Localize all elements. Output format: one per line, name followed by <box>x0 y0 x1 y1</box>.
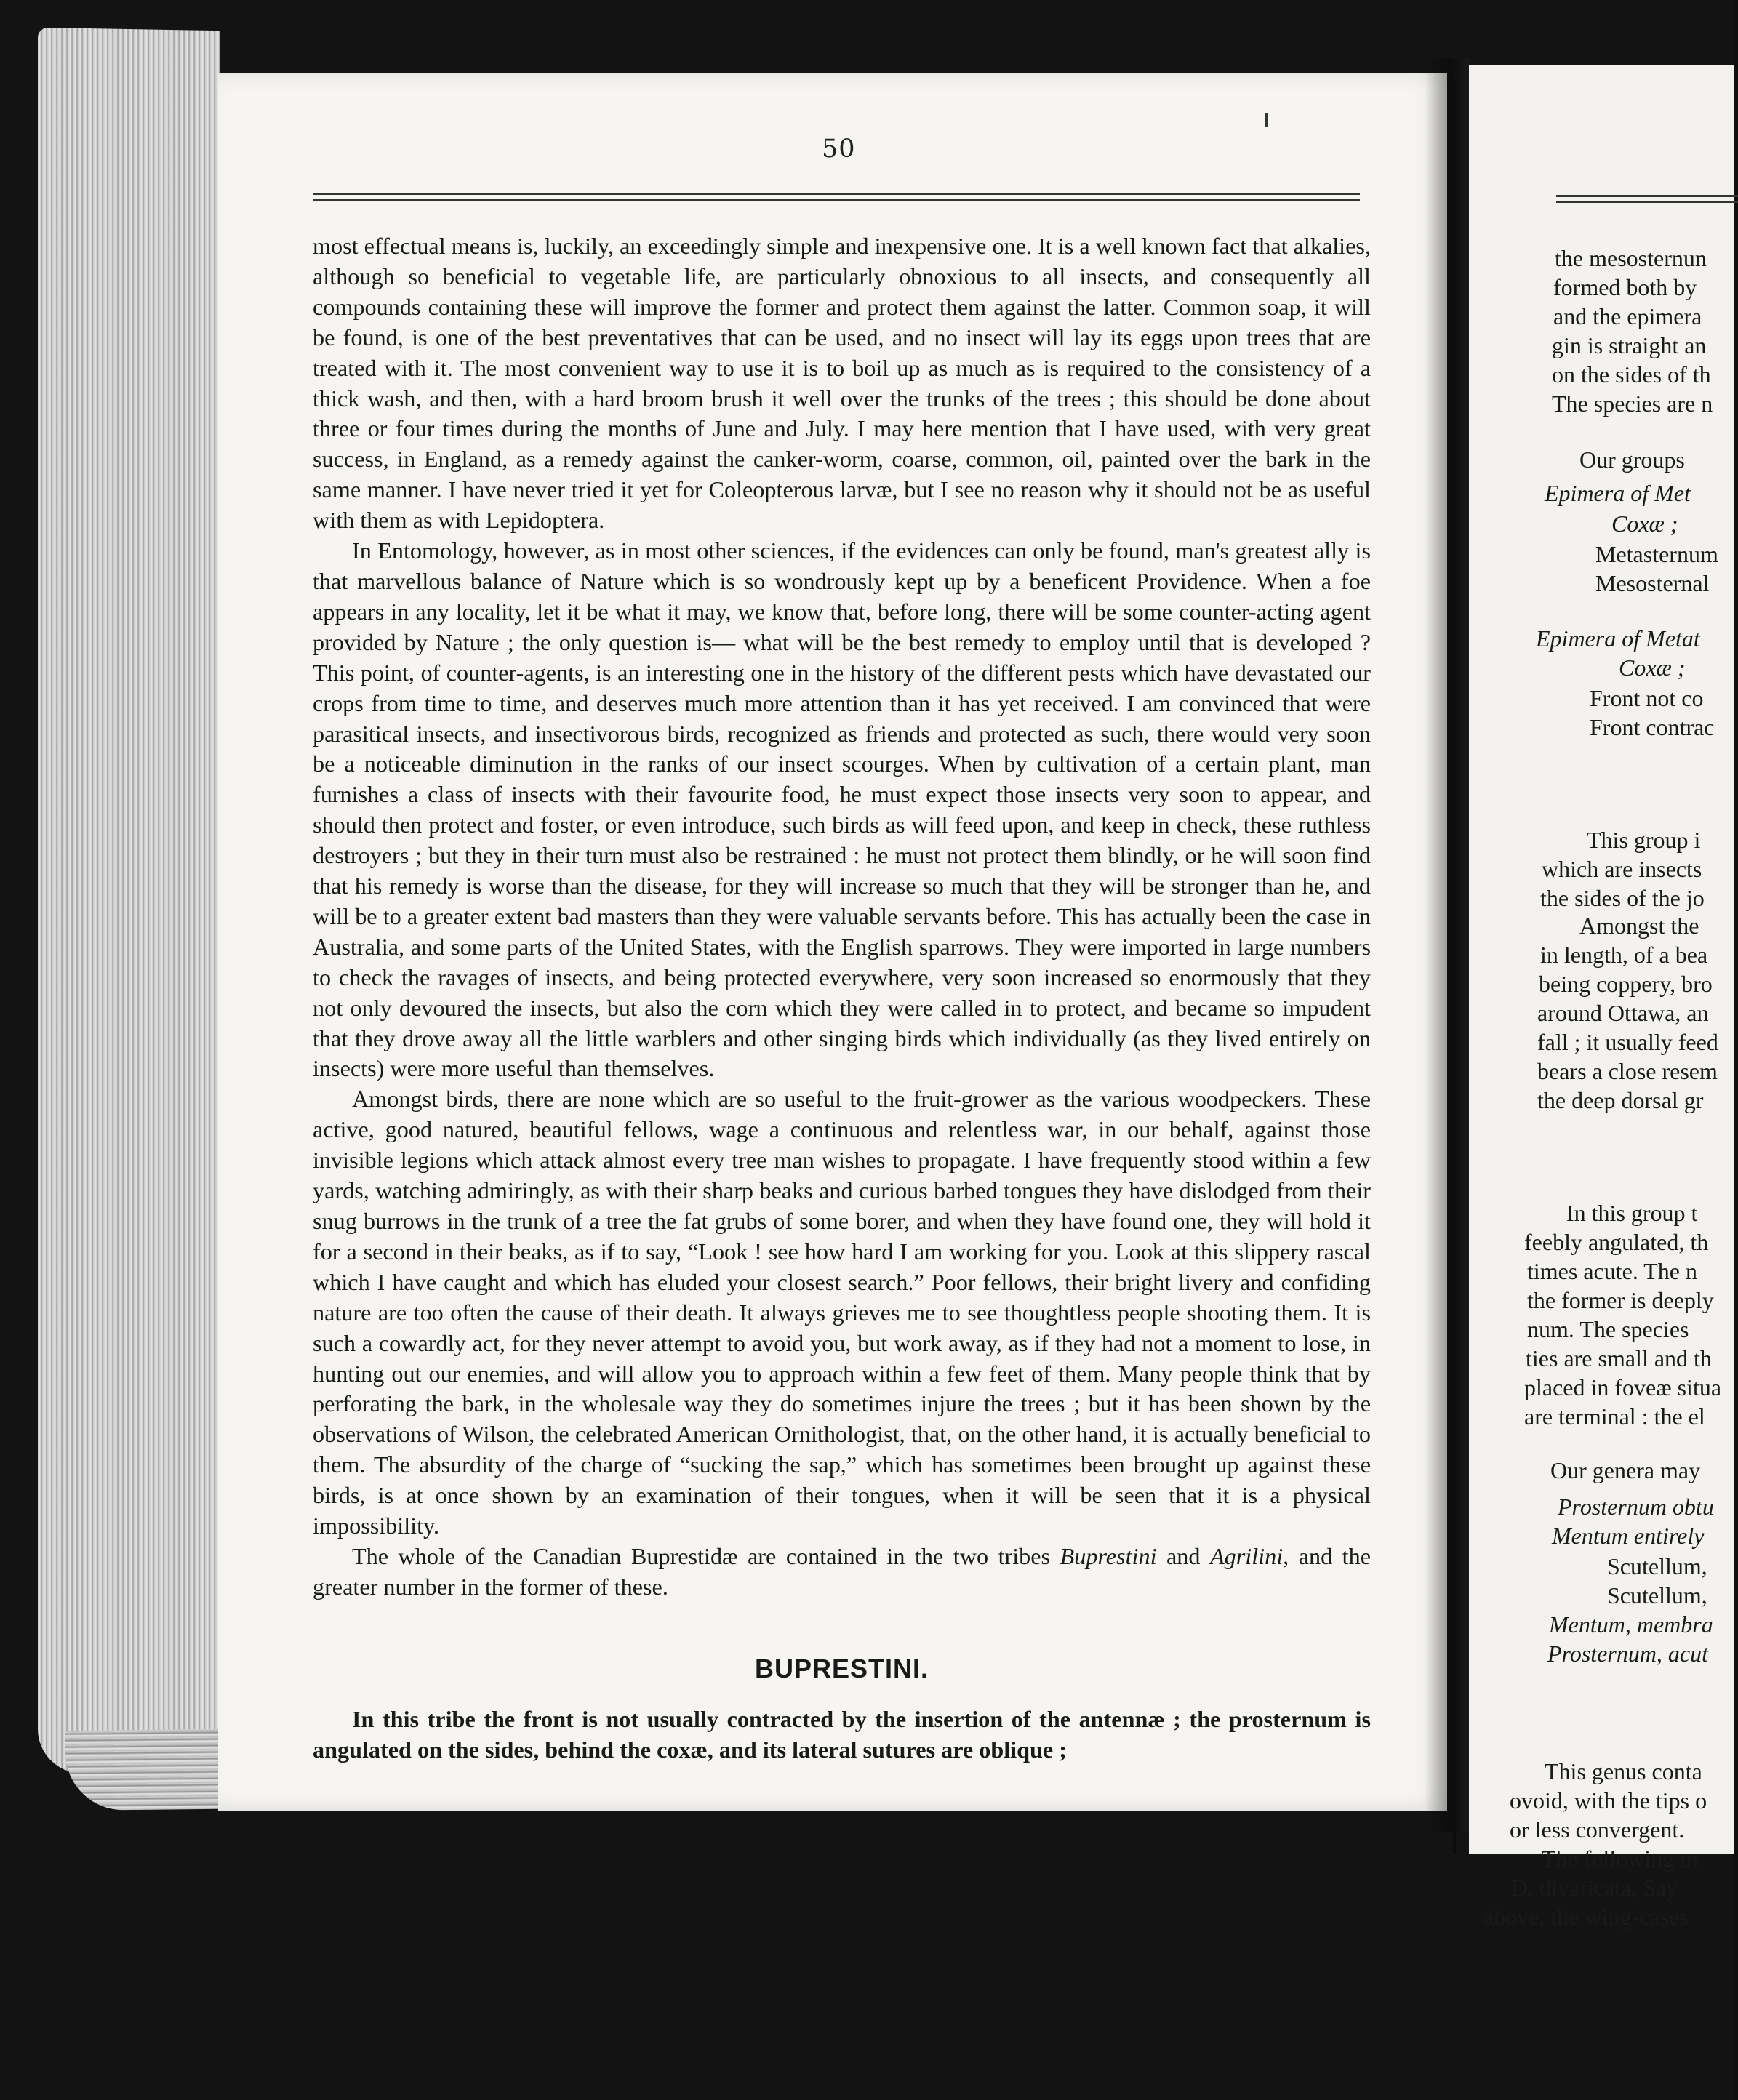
right-page-line: ties are small and th <box>1526 1345 1712 1371</box>
right-page-line: Amongst the <box>1579 913 1699 939</box>
body-text <box>313 231 1371 1766</box>
right-page-line: times acute. The n <box>1527 1258 1697 1284</box>
p4-text-a: The whole of the Canadian Buprestidæ are contained in the two tribes <box>352 1542 1060 1569</box>
p4-text-c: , and the greater number in the former of these. <box>313 1542 1371 1600</box>
gutter-shadow <box>1425 58 1469 1832</box>
right-page-line: Epimera of Metat <box>1536 625 1700 652</box>
margin-tick <box>1265 113 1268 127</box>
right-page-line: D. divaricata, Say <box>1511 1875 1678 1901</box>
p4-text-b: and <box>1156 1542 1210 1569</box>
paragraph-3: Amongst birds, there are none which are so useful to the fruit-grower as the various woodpeckers. These active, good natured, beautiful fellows, wage a continuous and relentless war, in our behalf, against those invisible legions which attack almost every tree man wishes to propagate. I have frequently stood within a few yards, watching admiringly, as with their sharp beaks and curious barbed tongues they have dislodged from their snug burrows in the trunk of a tree the fat grubs of some borer, and when they have found one, they will hold it for a second in their beaks, as if to say, “Look ! see how hard I am working for you. Look at this slippery rascal which I have caught and which has eluded your closest search.” Poor fellows, their bright livery and confiding nature are too often the cause of their death. It always grieves me to see thoughtless people shooting them. It is such a cowardly act, for they never attempt to avoid you, but work away, as if they had not a moment to lose, in hunting out our enemies, and will allow you to approach within a few feet of them. Many people think that by perforating the bark, in the wholesale way they do sometimes injure the trees ; but it has been shown by the observations of Wilson, the celebrated American Ornithologist, that, on the other hand, it is actually beneficial to them. The absurdity of the charge of “sucking the sap,” which has sometimes been brought up against these birds, is at once shown by an examination of their tongues, when it will be seen that it is a physical impossibility. <box>313 1086 1371 1539</box>
right-page-line: Front contrac <box>1590 714 1715 740</box>
right-page <box>1469 65 1734 1930</box>
right-page-line: Epimera of Met <box>1545 480 1691 506</box>
right-page-line: Mentum, membra <box>1549 1611 1713 1638</box>
right-page-line: Our genera may <box>1550 1457 1701 1483</box>
right-page-line: Our groups <box>1579 446 1685 473</box>
section-heading: BUPRESTINI. <box>754 1653 929 1683</box>
paragraph-2: In Entomology, however, as in most other sciences, if the evidences can only be found, man's greatest ally is that marvellous balance of Nature which is so wondrously kept up by a beneficent Providence. When a foe appears in any locality, let it be what it may, we know that, before long, there will be some counter-acting agent provided by Nature ; the only question is— what will be the best remedy to employ until that is developed ? This point, of counter-agents, is an interesting one in the history of the different pests which have devastated our crops from time to time, and deserves much more attention than it has yet received. I am convinced that were parasitical insects, and insectivorous birds, recognized as friends and protected as such, there would very soon be a noticeable diminution in the ranks of our insect scourges. When by cultivation of a certain plant, man furnishes a class of insects with their favourite food, he must expect those insects very soon to appear, and should then protect and foster, or even introduce, such birds as will feed upon, and keep in check, these ruthless destroyers ; but they in their turn must also be restrained : he must not protect them blindly, or he will soon find that his remedy is worse than the disease, for they will increase so much that they will be stronger than he, and will be to a greater extent bad masters than they were valuable servants before. This has actually been the case in Australia, and some parts of the United States, with the English sparrows. They were imported in large numbers to check the ravages of insects, and being protected everywhere, very soon increased so enormously that they not only devoured the insects, but also the corn which they were called in to protect, and became so impudent that they drove away all the little warblers and other singing birds which individually (as they lived entirely on insects) were more useful than themselves. <box>313 537 1371 1082</box>
right-page-line: Scutellum, <box>1607 1553 1707 1579</box>
right-page-line: fall ; it usually feed <box>1537 1029 1718 1055</box>
tribe-name-1: Buprestini <box>1060 1542 1157 1569</box>
paragraph-1: most effectual means is, luckily, an exceedingly simple and inexpensive one. It is a well known fact that alkalies, although so beneficial to vegetable life, are particularly obnoxious to all insects, and consequently all compounds containing these will improve the former and protect them against the latter. Common soap, it will be found, is one of the best preventatives that can be used, and no insect will lay its eggs upon trees that are treated with it. The most convenient way to use it is to boil up as much as is required to the consistency of a thick wash, and then, with a hard broom brush it well over the trunks of the trees ; this should be done about three or four times during the months of June and July. I may here mention that I have used, with very great success, in England, as a remedy against the canker-worm, coarse, common, oil, painted over the bark in the same manner. I have never tried it yet for Coleopterous larvæ, but I see no reason why it should not be as useful with them as with Lepidoptera. <box>313 233 1371 534</box>
right-page-line: The following m <box>1542 1845 1699 1872</box>
right-page-line: placed in foveæ situa <box>1524 1374 1722 1400</box>
paragraph-4 <box>313 1542 1371 1603</box>
right-page-line: feebly angulated, th <box>1524 1229 1709 1255</box>
right-page-line: Coxæ ; <box>1611 510 1678 537</box>
right-page-line: being coppery, bro <box>1539 971 1713 997</box>
page-number: 50 <box>822 135 856 164</box>
paragraph-5: In this tribe the front is not usually contracted by the insertion of the antennæ ; the prosternum is angulated on the sides, behind the coxæ, and its lateral sutures are oblique ; <box>313 1705 1371 1763</box>
spine <box>1453 80 1456 1854</box>
right-page-line: the former is deeply <box>1527 1287 1714 1313</box>
right-page-line: Mentum entirely <box>1552 1523 1705 1549</box>
right-page-line: In this group t <box>1566 1200 1698 1226</box>
right-page-line: the sides of the jo <box>1540 885 1705 911</box>
tribe-name-2: Agrilini <box>1210 1542 1284 1569</box>
right-page-line: This group i <box>1587 827 1701 853</box>
right-page-line: or less convergent. <box>1510 1816 1685 1843</box>
right-page-line: gin is straight an <box>1552 332 1707 358</box>
right-page-line: Scutellum, <box>1607 1582 1707 1608</box>
right-page-line: which are insects <box>1542 856 1702 882</box>
right-page-line: Coxæ ; <box>1619 654 1686 681</box>
right-page-line: are terminal : the el <box>1524 1403 1705 1430</box>
page-edges-left <box>38 28 220 1776</box>
right-page-line: Mesosternal <box>1595 570 1710 596</box>
right-page-line: on the sides of th <box>1552 361 1711 388</box>
right-page-line: around Ottawa, an <box>1537 1000 1709 1026</box>
right-page-line: Metasternum <box>1595 541 1718 567</box>
right-page-line: the deep dorsal gr <box>1537 1087 1704 1113</box>
right-page-line: and the epimera <box>1553 303 1702 329</box>
right-page-line: bears a close resem <box>1537 1058 1718 1084</box>
right-page-line: Prosternum obtu <box>1558 1494 1714 1520</box>
right-page-line: Front not co <box>1590 685 1704 711</box>
right-page-line: The species are n <box>1552 390 1713 417</box>
right-page-line: the mesosternun <box>1555 245 1707 271</box>
right-page-line: This genus conta <box>1545 1758 1702 1784</box>
right-page-line: num. The species <box>1527 1316 1689 1342</box>
right-page-line: in length, of a bea <box>1540 942 1708 968</box>
right-page-line: above, the wing-cases <box>1483 1904 1689 1930</box>
right-page-line: Prosternum, acut <box>1547 1640 1709 1667</box>
right-header-rule <box>1556 195 1738 205</box>
right-page-line: ovoid, with the tips o <box>1510 1787 1707 1814</box>
header-rule <box>313 193 1360 203</box>
right-page-line: formed both by <box>1553 274 1697 300</box>
